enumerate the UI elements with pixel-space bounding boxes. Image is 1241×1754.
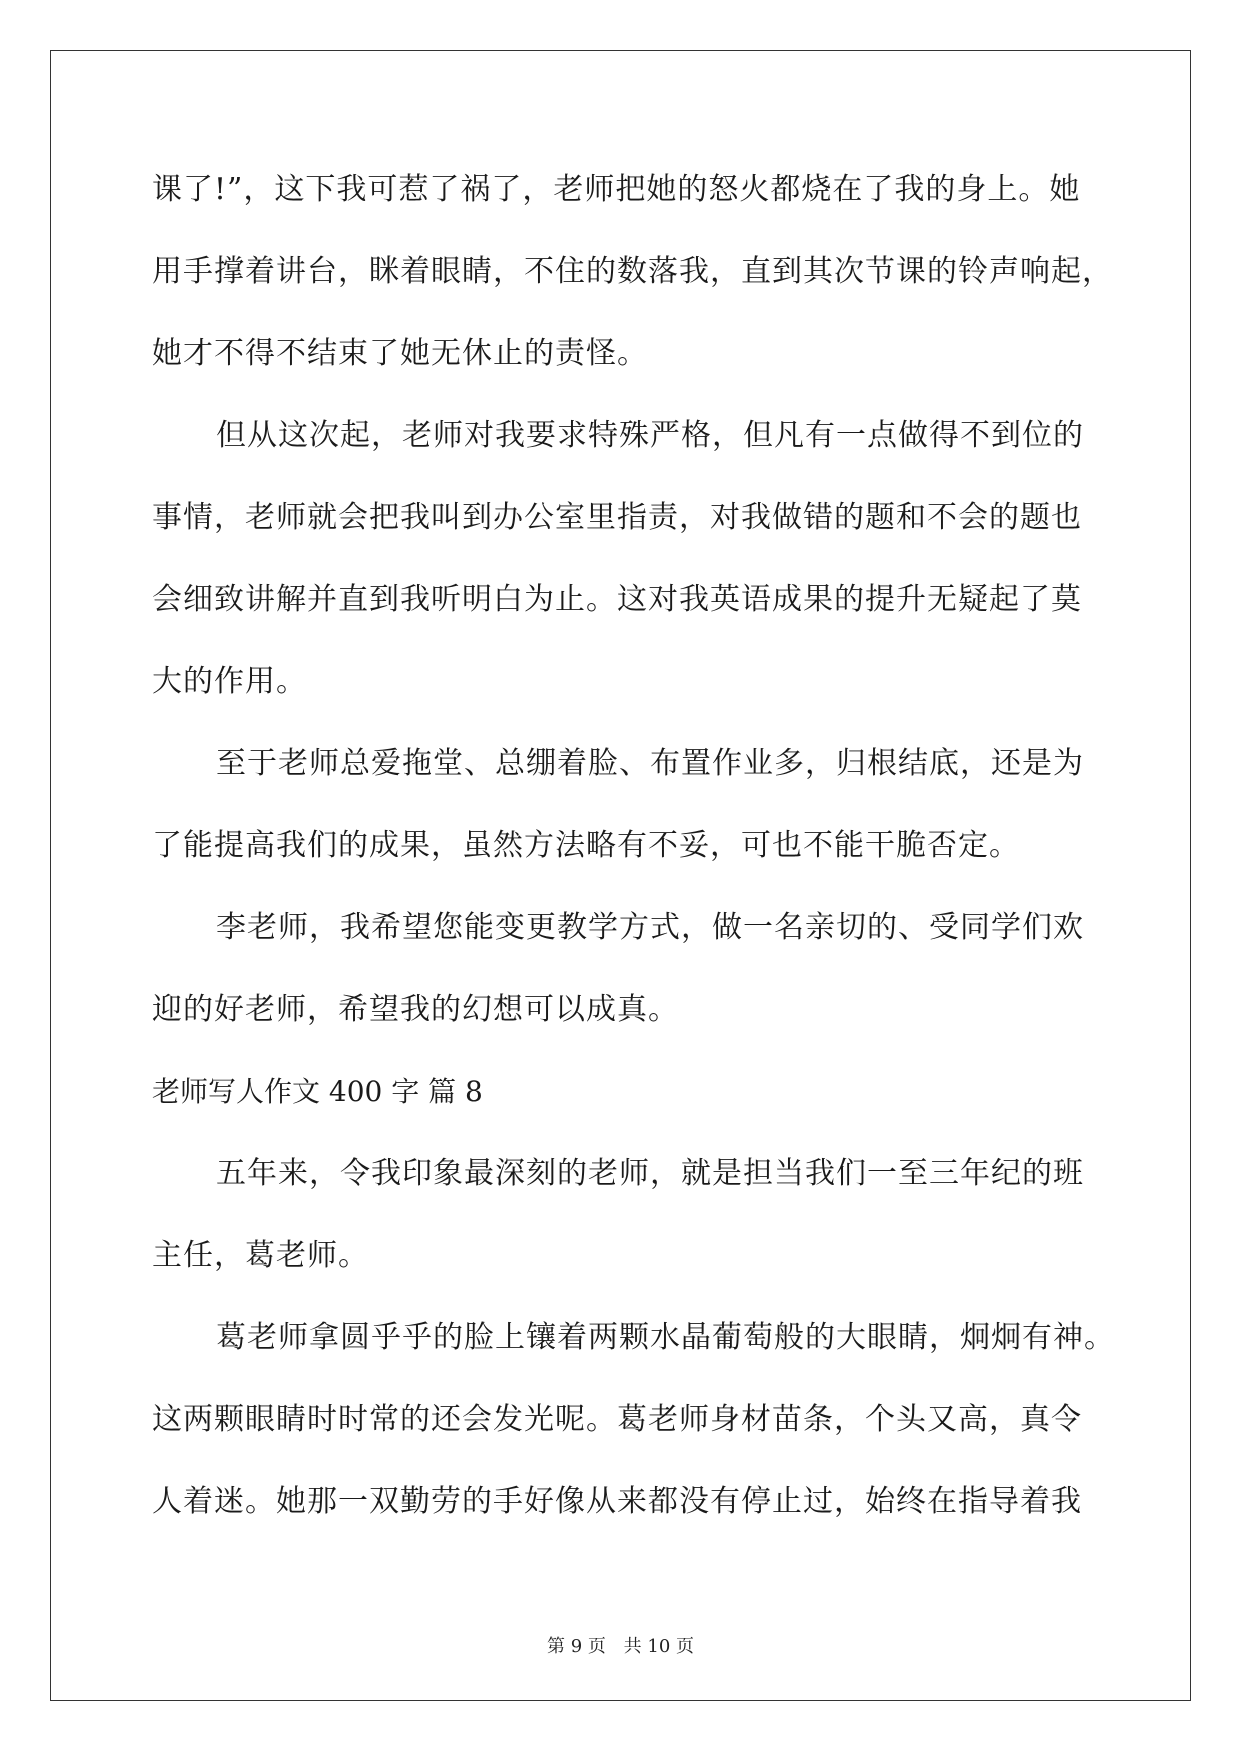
text-line: 人着迷。她那一双勤劳的手好像从来都没有停止过，始终在指导着我 xyxy=(152,1484,1082,1519)
text-line: 这两颗眼睛时时常的还会发光呢。葛老师身材苗条，个头又高，真令 xyxy=(152,1402,1082,1437)
page-total: 共 10 页 xyxy=(623,1636,694,1657)
text-line: 用手撑着讲台，眯着眼睛，不住的数落我，直到其次节课的铃声响起， xyxy=(152,254,1113,289)
document-body xyxy=(152,160,1115,1554)
text-line: 她才不得不结束了她无休止的责怪。 xyxy=(152,336,648,371)
text-line: 主任，葛老师。 xyxy=(152,1238,369,1273)
paragraph-start-line: 但从这次起，老师对我要求特殊严格，但凡有一点做得不到位的 xyxy=(216,418,1084,453)
text-line: 大的作用。 xyxy=(152,664,307,699)
text-line: 会细致讲解并直到我听明白为止。这对我英语成果的提升无疑起了莫 xyxy=(152,582,1082,617)
text-line: 事情，老师就会把我叫到办公室里指责，对我做错的题和不会的题也 xyxy=(152,500,1082,535)
section-heading: 老师写人作文 400 字 篇 8 xyxy=(152,1075,483,1108)
paragraph-start-line: 至于老师总爱拖堂、总绷着脸、布置作业多，归根结底，还是为 xyxy=(216,746,1084,781)
paragraph-start-line: 李老师，我希望您能变更教学方式，做一名亲切的、受同学们欢 xyxy=(216,910,1084,945)
text-line: 了能提高我们的成果，虽然方法略有不妥，可也不能干脆否定。 xyxy=(152,828,1020,863)
text-line: 课了!”，这下我可惹了祸了，老师把她的怒火都烧在了我的身上。她 xyxy=(152,172,1081,207)
paragraph-start-line: 葛老师拿圆乎乎的脸上镶着两颗水晶葡萄般的大眼睛，炯炯有神。 xyxy=(216,1320,1115,1355)
page-footer xyxy=(0,1632,1241,1658)
paragraph-start-line: 五年来，令我印象最深刻的老师，就是担当我们一至三年纪的班 xyxy=(216,1156,1084,1191)
text-line: 迎的好老师，希望我的幻想可以成真。 xyxy=(152,992,679,1027)
page-number: 第 9 页 xyxy=(547,1636,606,1657)
